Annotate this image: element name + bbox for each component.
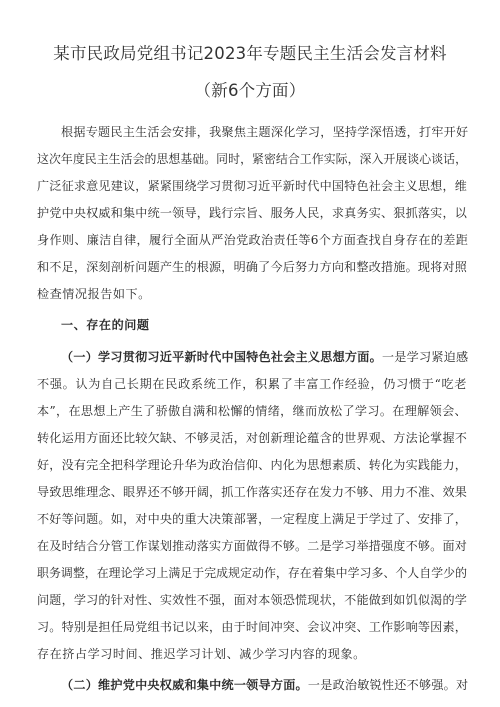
intro-line: 这次年度民主生活会的思想基础。同时，紧密结合工作实际，深入开展谈心谈话， — [37, 152, 467, 166]
point-1-heading: （一）学习贯彻习近平新时代中国特色社会主义思想方面。 — [61, 350, 382, 364]
point-1-line: 本”，在思想上产生了骄傲自满和松懈的情绪，继而放松了学习。在理解领会、 — [37, 404, 467, 418]
intro-line: 检查情况报告如下。 — [37, 287, 151, 301]
point-1-line: 好，没有完全把科学理论升华为政治信仰、内化为思想素质、转化为实践能力， — [37, 458, 467, 472]
point-1-line: 习。特别是担任局党组书记以来，由于时间冲突、会议冲突、工作影响等因素， — [37, 620, 467, 634]
document-subtitle: （新6个方面） — [194, 81, 306, 100]
intro-line: 护党中央权威和集中统一领导，践行宗旨、服务人民，求真务实、狠抓落实，以 — [37, 206, 467, 220]
point-1-lead-line — [61, 350, 467, 365]
point-1-line: 问题，学习的针对性、实效性不强，面对本领恐慌现状，不能做到如饥似渴的学 — [37, 593, 467, 607]
section-heading: 一、存在的问题 — [61, 318, 150, 332]
point-1-line: 职务调整，在理论学习上满足于完成规定动作，存在着集中学习多、个人自学少的 — [37, 566, 467, 580]
point-1-line: 在及时结合分管工作谋划推动落实方面做得不够。二是学习举措强度不够。面对 — [37, 539, 467, 553]
intro-line: 根据专题民主生活会安排，我聚焦主题深化学习，坚持学深悟透，打牢开好 — [61, 125, 469, 139]
point-2-lead-rest: 一是政治敏锐性还不够强。对 — [307, 678, 469, 692]
intro-line: 和不足，深刻剖析问题产生的根源，明确了今后努力方向和整改措施。现将对照 — [37, 260, 467, 274]
intro-line: 广泛征求意见建议，紧紧围绕学习贯彻习近平新时代中国特色社会主义思想，维 — [37, 179, 467, 193]
point-1-line: 存在挤占学习时间、推迟学习计划、减少学习内容的现象。 — [37, 647, 366, 661]
intro-line: 身作则、廉洁自律，履行全面从严治党政治责任等6个方面查找自身存在的差距 — [37, 233, 469, 247]
point-1-line: 转化运用方面还比较欠缺、不够灵活，对创新理论蕴含的世界观、方法论掌握不 — [37, 431, 467, 445]
point-1-line: 导致思维理念、眼界还不够开阔，抓工作落实还存在发力不够、用力不准、效果 — [37, 485, 467, 499]
point-1-line: 不好等问题。如，对中央的重大决策部署，一定程度上满足于学过了、安排了， — [37, 512, 467, 526]
point-1-line: 不强。认为自己长期在民政系统工作，积累了丰富工作经验，仍习惯于“吃老 — [37, 377, 467, 391]
point-2-lead-line — [61, 678, 467, 693]
point-2-heading: （二）维护党中央权威和集中统一领导方面。 — [61, 678, 308, 692]
point-1-lead-rest: 一是学习紧迫感 — [381, 350, 469, 364]
document-title: 某市民政局党组书记2023年专题民主生活会发言材料 — [53, 44, 447, 63]
